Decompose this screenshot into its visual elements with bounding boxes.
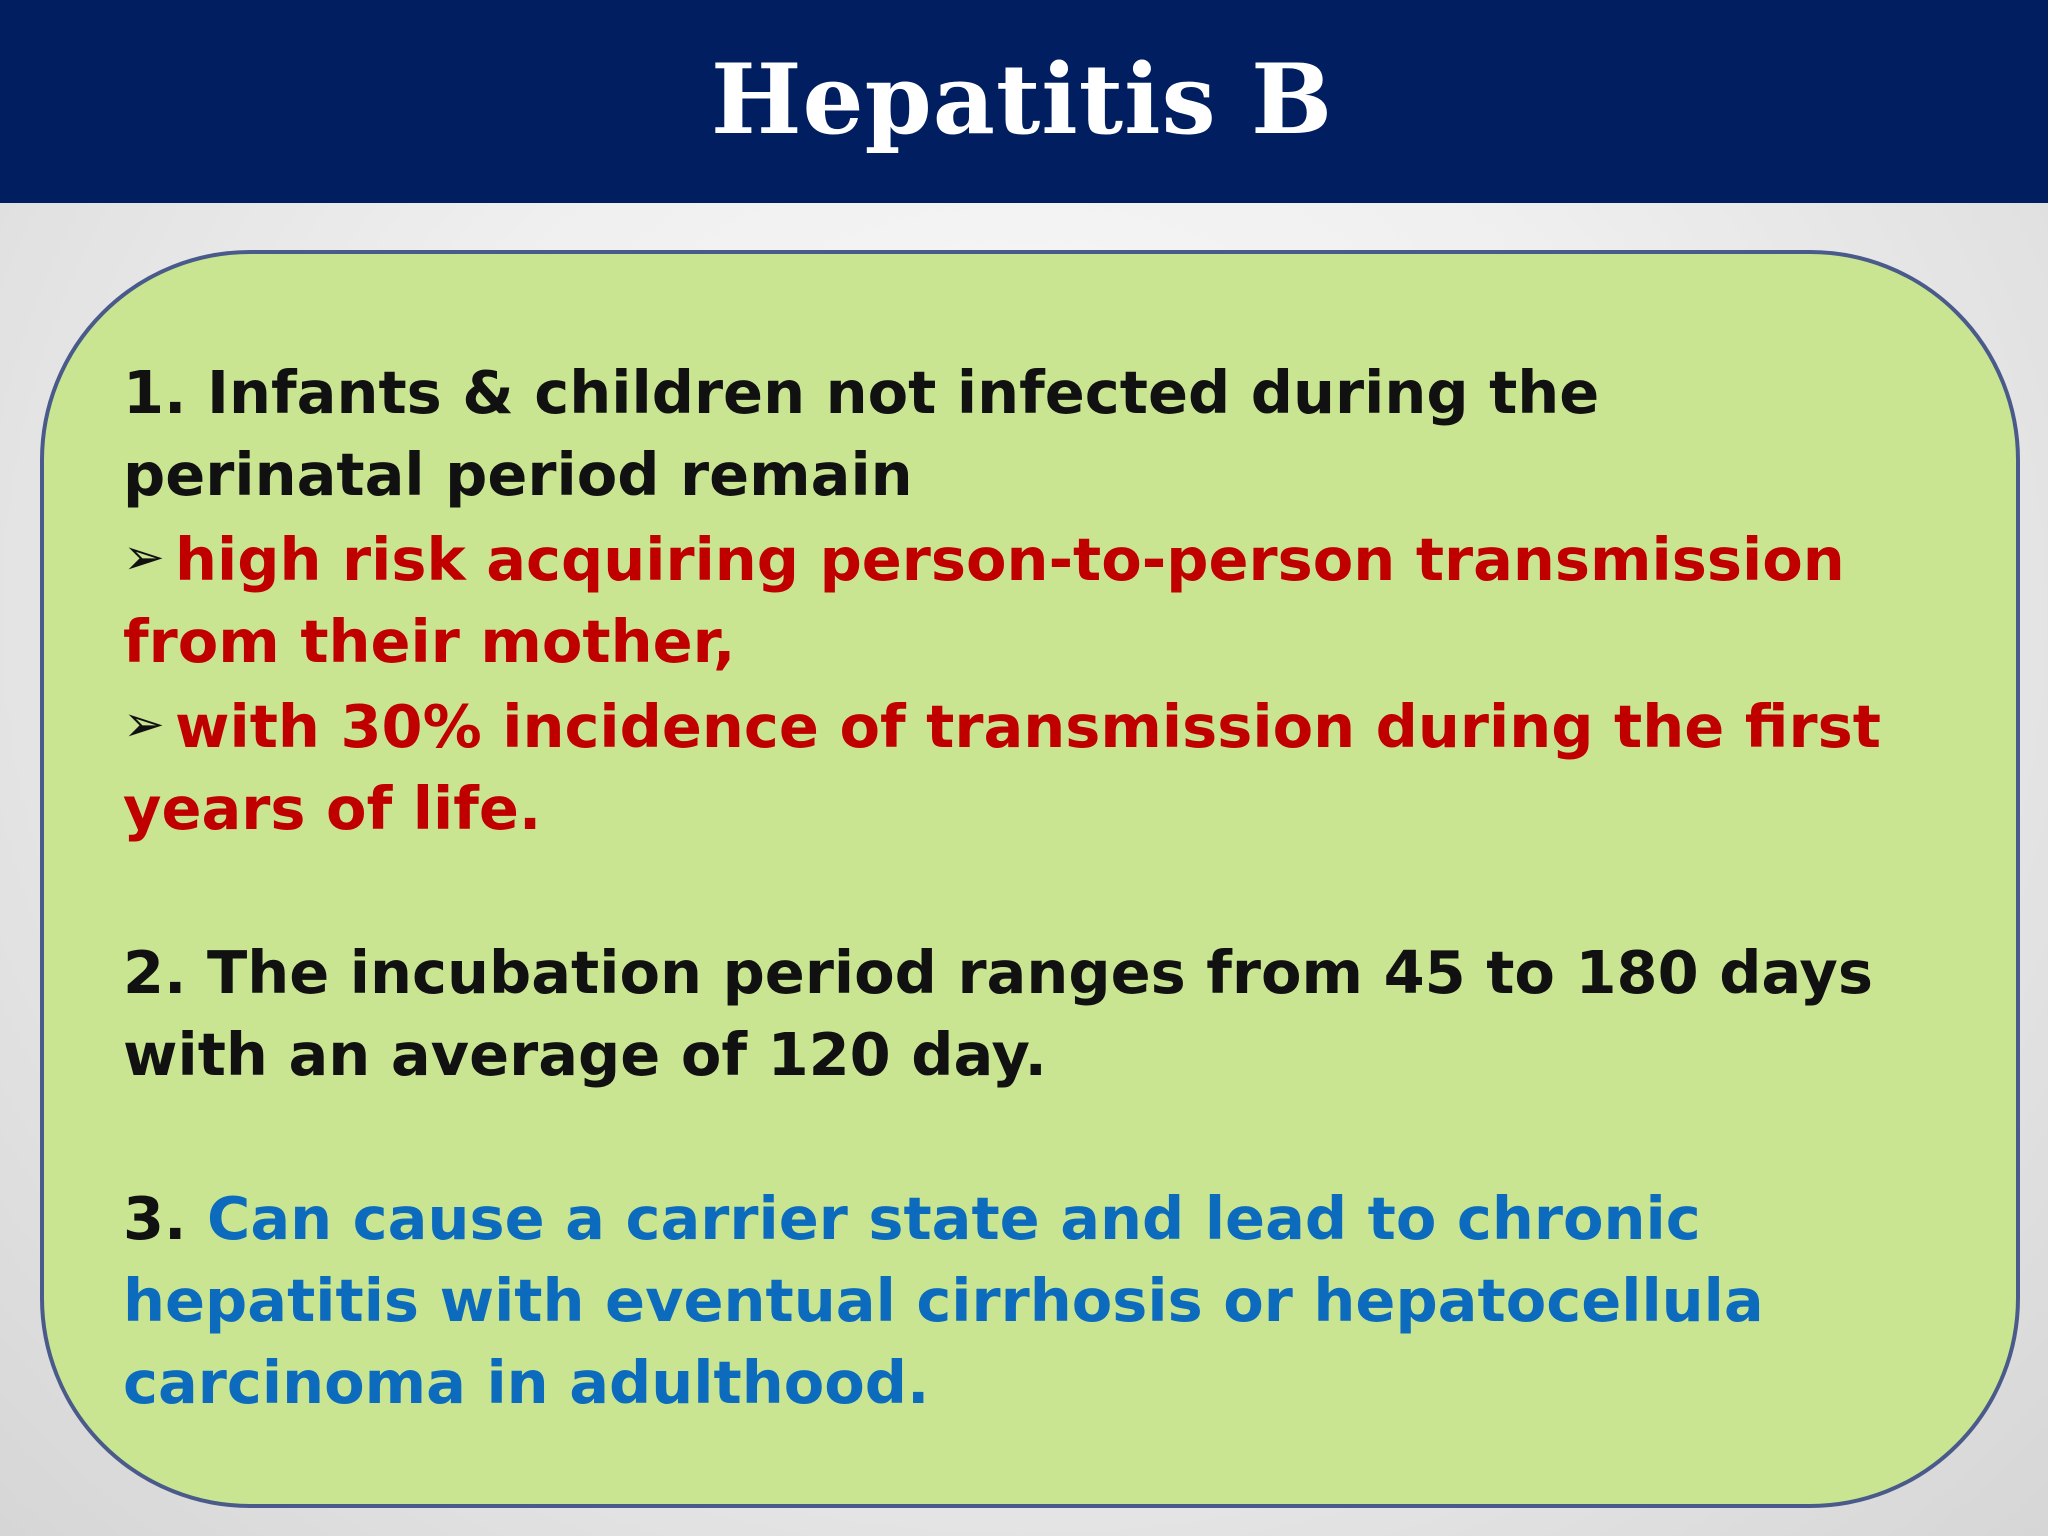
point-1-bullet-1 (123, 516, 1963, 601)
point-2-line-1: 2. The incubation period ranges from 45 to 180 days (123, 938, 1874, 1007)
point-2-line-2: with an average of 120 day. (123, 1020, 1047, 1089)
arrow-bullet-icon: ➢ (123, 695, 165, 753)
point-3-line-1-wrap (123, 1178, 1963, 1260)
point-1-line-1: 1. Infants & children not infected during the (123, 358, 1600, 427)
arrow-bullet-icon: ➢ (123, 528, 165, 586)
point-3 (123, 1178, 1963, 1424)
spacer (123, 850, 1963, 932)
slide-title: Hepatitis B (710, 43, 1334, 156)
point-3-line-2: hepatitis with eventual cirrhosis or hepatocellula (123, 1266, 1764, 1335)
point-1-bullet-2-line-2: years of life. (123, 774, 542, 843)
point-1-bullet-2-line-1: with 30% incidence of transmission during the first (175, 692, 1881, 761)
text-block (123, 352, 1963, 1424)
point-1-bullet-2 (123, 683, 1963, 768)
point-1 (123, 352, 1963, 850)
point-3-number: 3. (123, 1184, 187, 1253)
title-bar (0, 0, 2048, 203)
point-3-line-1: Can cause a carrier state and lead to chronic (207, 1184, 1701, 1253)
point-1-bullet-1-line-2: from their mother, (123, 607, 736, 676)
spacer (123, 1096, 1963, 1178)
point-2 (123, 932, 1963, 1096)
point-3-line-3: carcinoma in adulthood. (123, 1348, 930, 1417)
point-1-bullet-1-line-1: high risk acquiring person-to-person transmission (175, 525, 1845, 594)
point-1-line-2: perinatal period remain (123, 440, 913, 509)
